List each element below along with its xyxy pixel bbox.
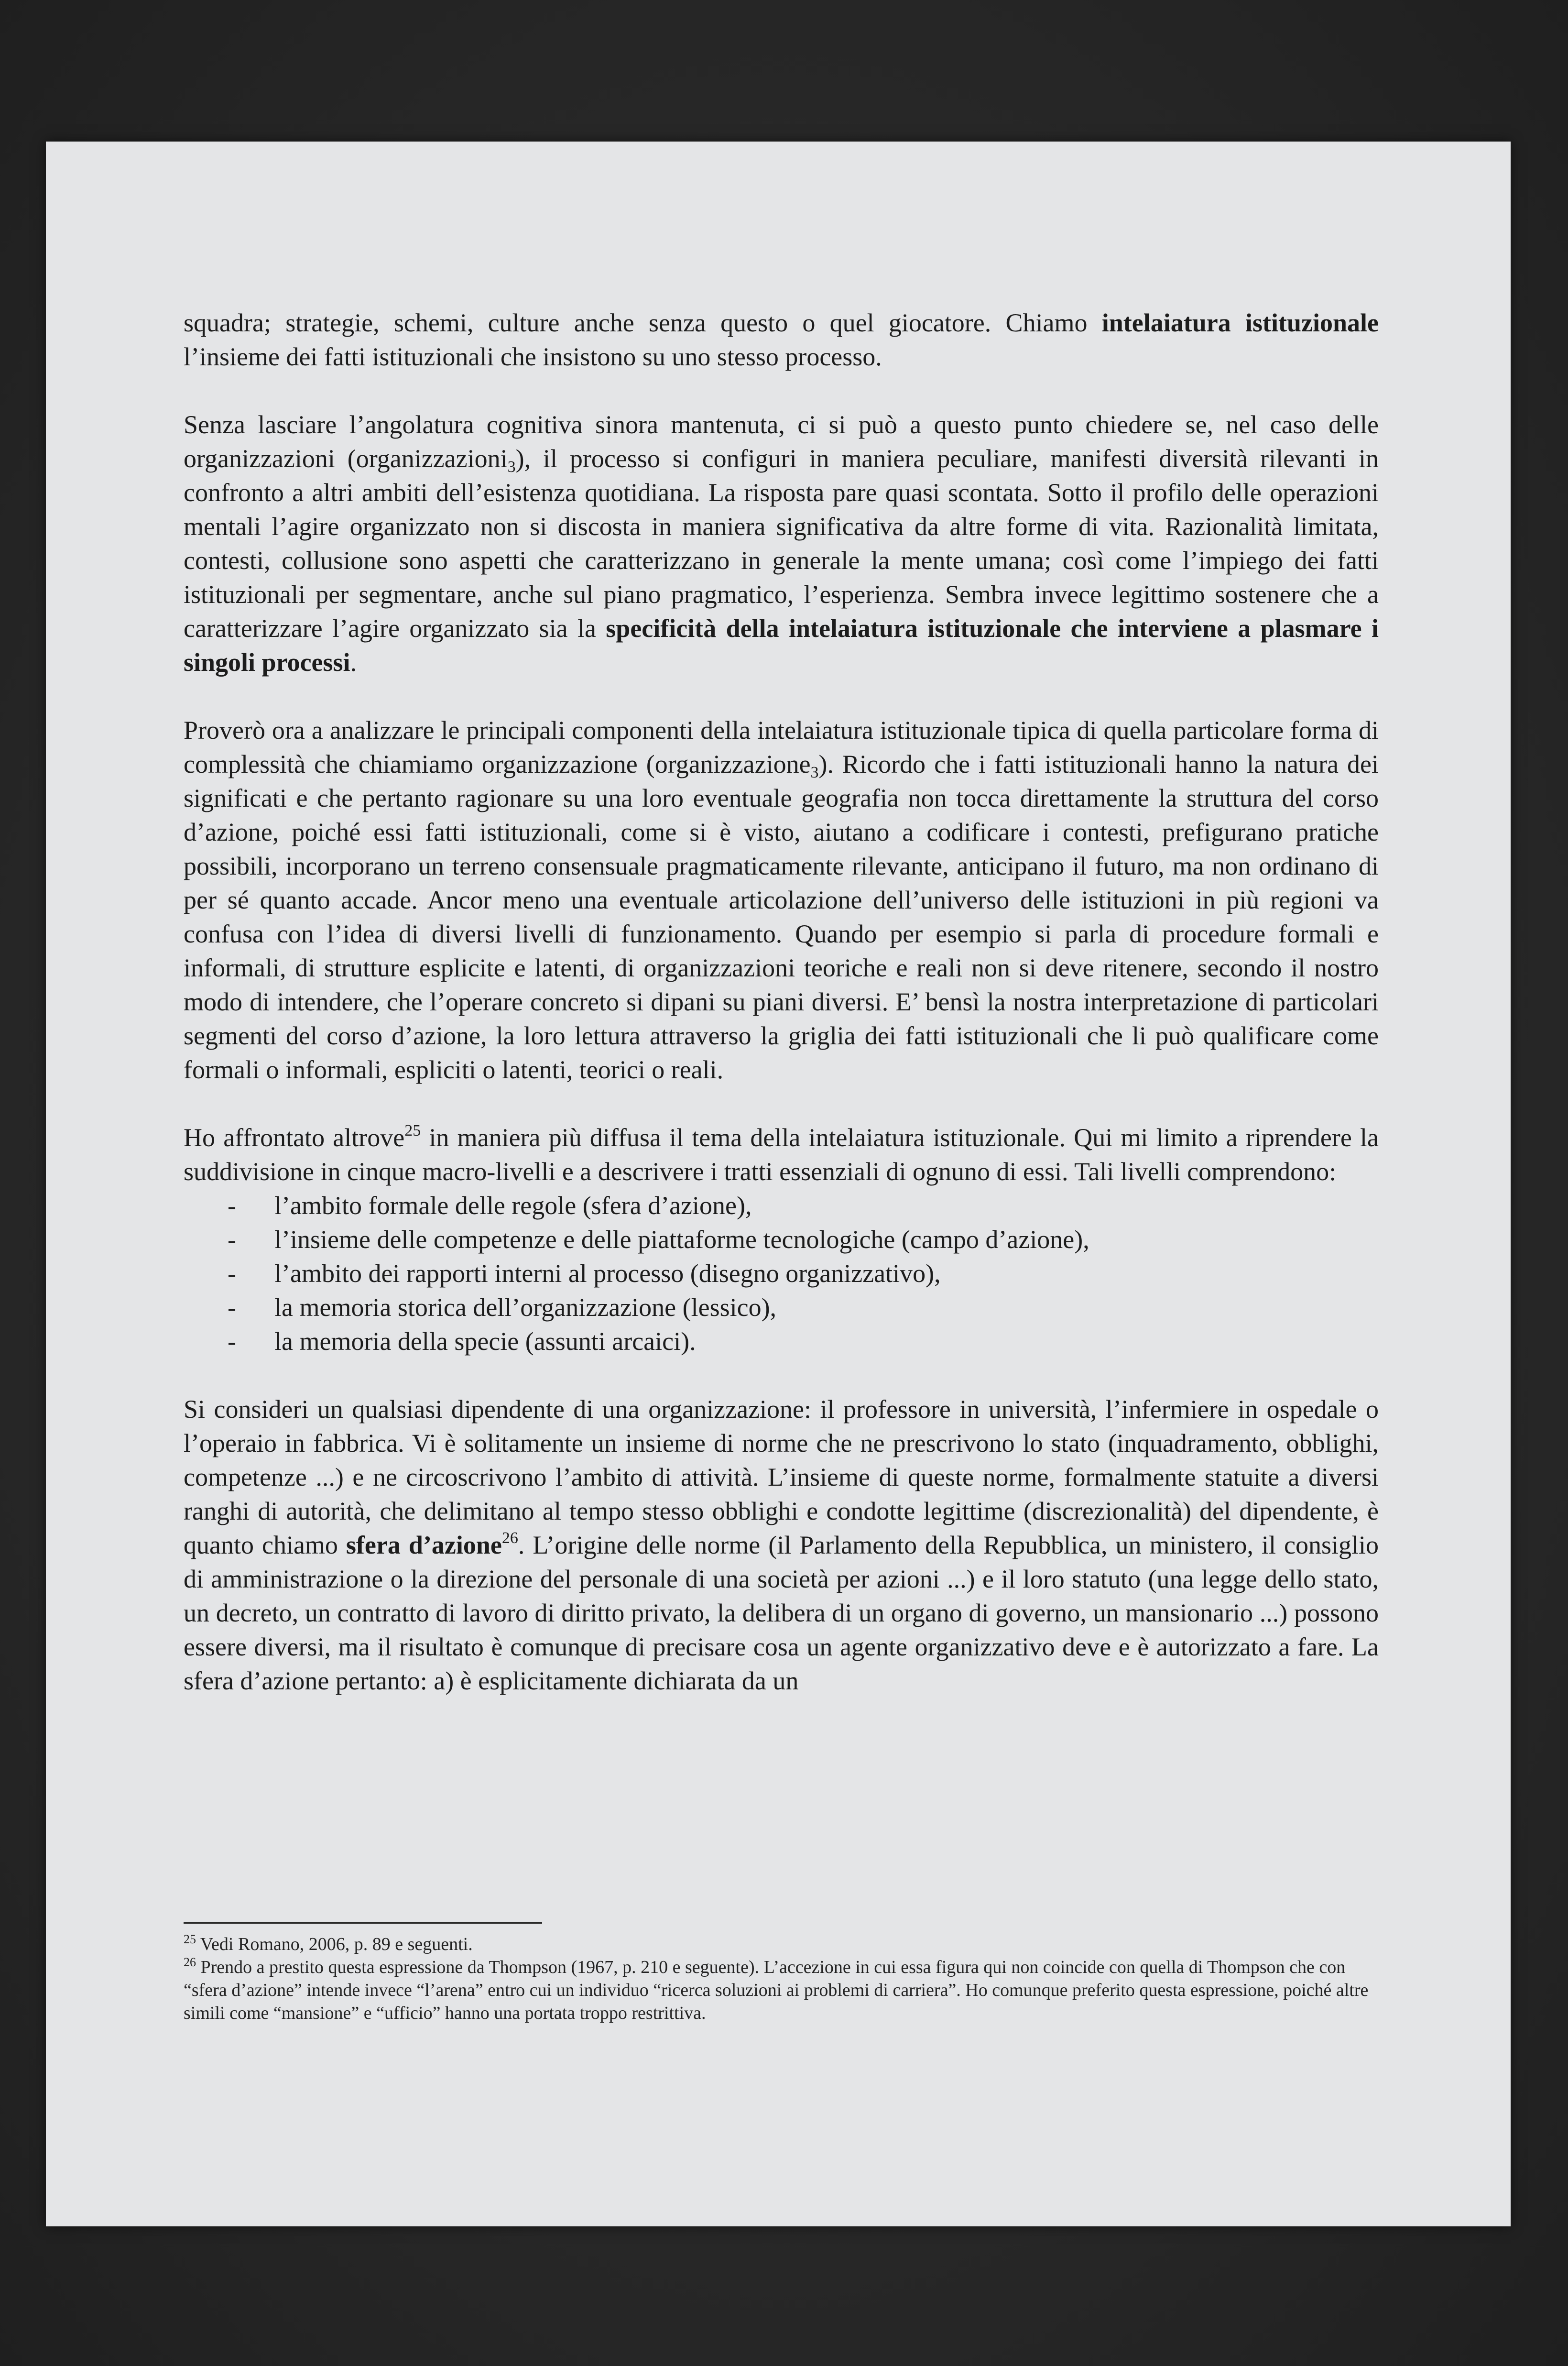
footnotes [184, 1933, 1379, 2025]
dash-bullet: - [228, 1225, 236, 1254]
dash-bullet: - [228, 1293, 236, 1322]
paragraph-5 [184, 1392, 1379, 1698]
list-item [184, 1325, 1379, 1358]
paragraph-2-subscript: 3 [507, 458, 516, 476]
footnote-separator [184, 1922, 542, 1924]
paragraph-2-text-c: . [350, 648, 357, 677]
list-item [184, 1257, 1379, 1291]
paragraph-5-text-b: . L’origine delle norme (il Parlamento della Repubblica, un ministero, il consiglio di amministrazione o la direzione del personale di una società per azioni ...) e il loro statuto (una legge dello stato, un decreto, un contratto di lavoro di diritto privato, la delibera di un organo di governo, un mansionario ...) possono essere diversi, ma il risultato è comunque di precisare cosa un agente organizzativo deve e è autorizzato a fare. La sfera d’azione pertanto: a) è esplicitamente dichiarata da un [184, 1531, 1379, 1695]
levels-list [184, 1189, 1379, 1358]
footnote-number-26: 26 [184, 1955, 196, 1969]
footnote-26-text: Prendo a prestito questa espressione da Thompson (1967, p. 210 e seguente). L’accezione in cui essa figura qui non coincide con quella di Thompson che con “sfera d’azione” intende invece “l’arena” entro cui un individuo “ricerca soluzioni ai problemi di carriera”. Ho comunque preferito questa espressione, poiché altre simili come “mansione” e “ufficio” hanno una portata troppo restrittiva. [184, 1957, 1369, 2023]
paragraph-1-bold-term: intelaiatura istituzionale [1101, 308, 1379, 337]
footnote-25 [184, 1933, 1379, 1956]
list-item-text: la memoria storica dell’organizzazione (lessico), [274, 1293, 777, 1322]
paragraph-5-bold-term: sfera d’azione [346, 1531, 502, 1559]
paragraph-1-text-a: squadra; strategie, schemi, culture anche senza questo o quel giocatore. Chiamo [184, 308, 1102, 337]
list-item [184, 1223, 1379, 1257]
list-item-text: l’insieme delle competenze e delle piattaforme tecnologiche (campo d’azione), [274, 1225, 1089, 1254]
list-item-text: la memoria della specie (assunti arcaici). [274, 1327, 696, 1356]
paragraph-2-text-b: ), il processo si configuri in maniera peculiare, manifesti diversità rilevanti in confronto a altri ambiti dell’esistenza quotidiana. La risposta pare quasi scontata. Sotto il profilo delle operazioni mentali l’agire organizzato non si discosta in maniera significativa da altre forme di vita. Razionalità limitata, contesti, collusione sono aspetti che caratterizzano in generale la mente umana; così come l’impiego dei fatti istituzionali per segmentare, anche sul piano pragmatico, l’esperienza. Sembra invece legittimo sostenere che a caratterizzare l’agire organizzato sia la [184, 444, 1379, 643]
footnote-ref-26: 26 [501, 1529, 518, 1547]
paragraph-4-text-b: in maniera più diffusa il tema della intelaiatura istituzionale. Qui mi limito a riprendere la suddivisione in cinque macro-livelli e a descrivere i tratti essenziali di ognuno di essi. Tali livelli comprendono: [184, 1123, 1379, 1186]
paragraph-3 [184, 713, 1379, 1087]
paragraph-1 [184, 306, 1379, 374]
list-item-text: l’ambito formale delle regole (sfera d’azione), [274, 1191, 752, 1220]
footnote-25-text: Vedi Romano, 2006, p. 89 e seguenti. [196, 1934, 473, 1954]
dash-bullet: - [228, 1327, 236, 1356]
paragraph-4-text-a: Ho affrontato altrove [184, 1123, 405, 1152]
paragraph-3-text-a: Proverò ora a analizzare le principali componenti della intelaiatura istituzionale tipica di quella particolare forma di complessità che chiamiamo organizzazione (organizzazione [184, 716, 1379, 778]
paragraph-4 [184, 1121, 1379, 1189]
list-item [184, 1291, 1379, 1325]
paragraph-3-subscript: 3 [810, 764, 819, 781]
list-item-text: l’ambito dei rapporti interni al processo (disegno organizzativo), [274, 1259, 941, 1288]
footnote-ref-25: 25 [404, 1122, 421, 1139]
dash-bullet: - [228, 1259, 236, 1288]
paragraph-1-text-b: l’insieme dei fatti istituzionali che insistono su uno stesso processo. [184, 342, 882, 371]
dash-bullet: - [228, 1191, 236, 1220]
document-body [184, 306, 1379, 1698]
paragraph-2-bold-phrase: specificità della intelaiatura istituzionale che interviene a plasmare i singoli processi [184, 614, 1379, 677]
paragraph-3-text-b: ). Ricordo che i fatti istituzionali hanno la natura dei significati e che pertanto ragionare su una loro eventuale geografia non tocca direttamente la struttura del corso d’azione, poiché essi fatti istituzionali, come si è visto, aiutano a codificare i contesti, prefigurano pratiche possibili, incorporano un terreno consensuale pragmaticamente rilevante, anticipano il futuro, ma non ordinano di per sé quanto accade. Ancor meno una eventuale articolazione dell’universo delle istituzioni in più regioni va confusa con l’idea di diversi livelli di funzionamento. Quando per esempio si parla di procedure formali e informali, di strutture esplicite e latenti, di organizzazioni teoriche e reali non si deve ritenere, secondo il nostro modo di intendere, che l’operare concreto si dipani su piani diversi. E’ bensì la nostra interpretazione di particolari segmenti del corso d’azione, la loro lettura attraverso la griglia dei fatti istituzionali che li può qualificare come formali o informali, espliciti o latenti, teorici o reali. [184, 750, 1379, 1084]
paragraph-5-text-a: Si consideri un qualsiasi dipendente di una organizzazione: il professore in università, l’infermiere in ospedale o l’operaio in fabbrica. Vi è solitamente un insieme di norme che ne prescrivono lo stato (inquadramento, obblighi, competenze ...) e ne circoscrivono l’ambito di attività. L’insieme di queste norme, formalmente statuite a diversi ranghi di autorità, che delimitano al tempo stesso obblighi e condotte legittime (discrezionalità) del dipendente, è quanto chiamo [184, 1395, 1379, 1559]
footnote-26 [184, 1956, 1379, 2025]
list-item [184, 1189, 1379, 1223]
footnote-number-25: 25 [184, 1932, 196, 1946]
paragraph-2-text-a: Senza lasciare l’angolatura cognitiva sinora mantenuta, ci si può a questo punto chiedere se, nel caso delle organizzazioni (organizzazioni [184, 410, 1379, 473]
paragraph-2 [184, 408, 1379, 679]
